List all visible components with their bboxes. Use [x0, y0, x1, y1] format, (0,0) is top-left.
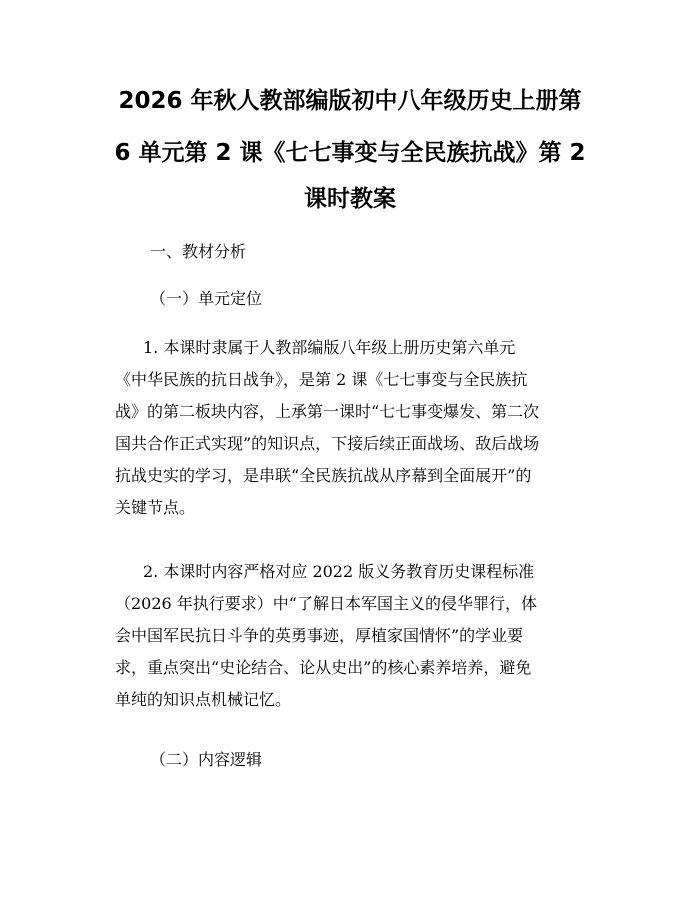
paragraph-line: 2. 本课时内容严格对应 2022 版义务教育历史课程标准 — [143, 562, 535, 581]
paragraph-line: 单纯的知识点机械记忆。 — [115, 690, 292, 709]
subsection-heading-content-logic: （二）内容逻辑 — [150, 750, 263, 769]
title-line: 2026 年秋人教部编版初中八年级历史上册第 — [118, 88, 582, 114]
title-line: 6 单元第 2 课《七七事变与全民族抗战》第 2 — [114, 140, 586, 166]
paragraph-line: 《中华民族的抗日战争》，是第 2 课《七七事变与全民族抗 — [115, 370, 528, 389]
section-heading-textbook-analysis: 一、教材分析 — [150, 242, 247, 261]
subsection-heading-unit-position: （一）单元定位 — [150, 289, 263, 308]
paragraph-line: 抗战史实的学习，是串联“全民族抗战从序幕到全面展开”的 — [115, 466, 532, 485]
paragraph-line: 1. 本课时隶属于人教部编版八年级上册历史第六单元 — [143, 338, 516, 357]
paragraph-line: 求，重点突出“史论结合、论从史出”的核心素养培养，避免 — [115, 658, 532, 677]
paragraph-line: （2026 年执行要求）中“了解日本军国主义的侵华罪行，体 — [115, 594, 537, 613]
paragraph-line: 国共合作正式实现”的知识点，下接后续正面战场、敌后战场 — [115, 434, 540, 453]
paragraph-line: 关键节点。 — [115, 498, 196, 517]
title-line: 课时教案 — [304, 186, 396, 212]
paragraph-line: 战》的第二板块内容，上承第一课时“七七事变爆发、第二次 — [115, 402, 540, 421]
paragraph-line: 会中国军民抗日斗争的英勇事迹，厚植家国情怀”的学业要 — [115, 626, 524, 645]
